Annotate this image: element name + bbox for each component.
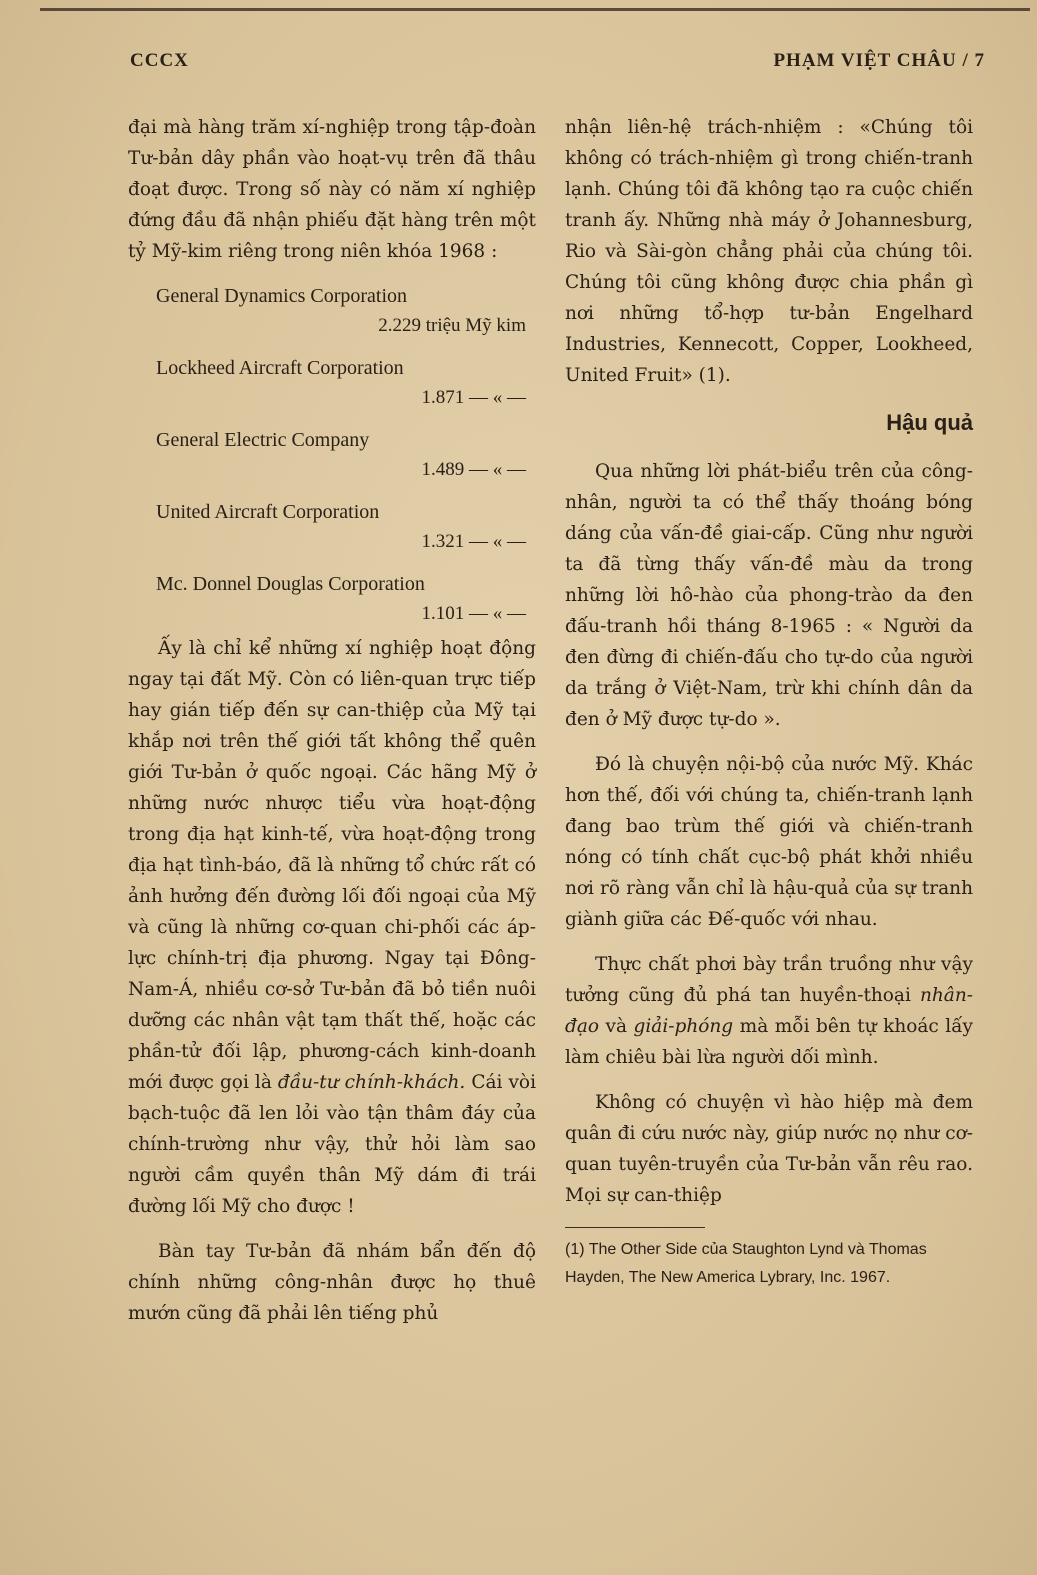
- company-amount: 1.489 — « —: [421, 459, 526, 480]
- company-amount: 2.229 triệu Mỹ kim: [378, 315, 526, 336]
- paragraph: nhận liên-hệ trách-nhiệm : «Chúng tôi không có trách-nhiệm gì trong chiến-tranh lạnh. Chúng tôi đã không tạo ra cuộc chiến tranh ấy. Những nhà máy ở Johannesburg, Rio và Sài-gòn chẳng phải của chúng tôi. Chúng tôi cũng không được chia phần gì nơi những tổ-hợp tư-bản Engelhard Industries, Kennecott, Copper, Lookheed, United Fruit» (1).: [565, 117, 973, 386]
- right-column: [565, 112, 973, 1292]
- text-run: và: [599, 1016, 634, 1037]
- company-name: General Dynamics Corporation: [156, 285, 408, 307]
- company-name: Mc. Donnel Douglas Corporation: [156, 573, 425, 595]
- paragraph: Không có chuyện vì hào hiệp mà đem quân đi cứu nước này, giúp nước nọ như cơ-quan tuyên-truyền của Tư-bản vẫn rêu rao. Mọi sự can-thiệp: [565, 1092, 973, 1206]
- company-name: United Aircraft Corporation: [156, 501, 380, 523]
- paragraph: [128, 633, 536, 1222]
- paragraph: Qua những lời phát-biểu trên của công-nhân, người ta có thể thấy thoáng bóng dáng của vấn-đề giai-cấp. Cũng như người ta đã từng thấy vấn-đề màu da trong những lời hô-hào của phong-trào da đen đấu-tranh hồi tháng 8-1965 : « Người da đen đừng đi chiến-đấu cho tự-do của người da trắng ở Việt-Nam, trừ khi chính dân da đen ở Mỹ được tự-do ».: [565, 461, 973, 730]
- company-name: Lockheed Aircraft Corporation: [156, 357, 404, 379]
- footnote-divider: [565, 1227, 705, 1228]
- text-run: mà mỗi bên tự khoác lấy làm chiêu bài lừa người dối mình.: [565, 1016, 973, 1068]
- text-run: Thực chất phơi bày trần truồng như vậy tưởng cũng đủ phá tan huyền-thoại: [565, 954, 973, 1006]
- paragraph: đại mà hàng trăm xí-nghiệp trong tập-đoàn Tư-bản dây phần vào hoạt-vụ trên đã thâu đoạt được. Trong số này có năm xí nghiệp đứng đầu đã nhận phiếu đặt hàng trên một tỷ Mỹ-kim riêng trong niên khóa 1968 :: [128, 117, 536, 262]
- footnote: (1) The Other Side của Staughton Lynd và Thomas Hayden, The New America Lybrary, Inc. 1967.: [565, 1241, 927, 1286]
- section-heading: Hậu quả: [886, 410, 973, 435]
- paragraph: [565, 949, 973, 1073]
- company-amount: 1.101 — « —: [421, 603, 526, 624]
- left-column: [128, 112, 536, 1343]
- top-border: [40, 8, 1030, 11]
- running-title: PHẠM VIỆT CHÂU / 7: [773, 50, 985, 71]
- company-list: [128, 281, 536, 629]
- text-run: Cái vòi bạch-tuộc đã len lỏi vào tận thâm đáy của chính-trường như vậy, thử hỏi làm sao người cầm quyền thân Mỹ dám đi trái đường lối Mỹ cho được !: [128, 1072, 536, 1217]
- page-number: CCCX: [130, 50, 189, 71]
- company-amount: 1.321 — « —: [421, 531, 526, 552]
- paragraph: Đó là chuyện nội-bộ của nước Mỹ. Khác hơn thế, đối với chúng ta, chiến-tranh lạnh đang bao trùm thế giới và chiến-tranh nóng có tính chất cục-bộ phát khởi nhiều nơi rõ ràng vẫn chỉ là hậu-quả của sự tranh giành giữa các Đế-quốc với nhau.: [565, 754, 973, 930]
- page-header: [130, 50, 985, 78]
- company-amount: 1.871 — « —: [421, 387, 526, 408]
- italic-term: đầu-tư chính-khách.: [277, 1072, 466, 1093]
- italic-term: giải-phóng: [633, 1016, 734, 1037]
- company-name: General Electric Company: [156, 429, 370, 451]
- italic-term: nhân-đạo: [565, 985, 973, 1037]
- paragraph: Bàn tay Tư-bản đã nhám bẩn đến độ chính những công-nhân được họ thuê mướn cũng đã phải lên tiếng phủ: [128, 1241, 536, 1324]
- text-run: Ấy là chỉ kể những xí nghiệp hoạt động ngay tại đất Mỹ. Còn có liên-quan trực tiếp hay gián tiếp đến sự can-thiệp của Mỹ tại khắp nơi trên thế giới tất không thể quên giới Tư-bản ở quốc ngoại. Các hãng Mỹ ở những nước nhược tiểu vừa hoạt-động trong địa hạt kinh-tế, vừa hoạt-động trong địa hạt tình-báo, đã là những tổ chức rất có ảnh hưởng đến đường lối đối ngoại của Mỹ và cũng là những cơ-quan chi-phối các áp-lực chính-trị địa phương. Ngay tại Đông-Nam-Á, nhiều cơ-sở Tư-bản đã bỏ tiền nuôi dưỡng các nhân vật tạm thất thế, hoặc các phần-tử đối lập, phương-cách kinh-doanh mới được gọi là: [128, 638, 536, 1093]
